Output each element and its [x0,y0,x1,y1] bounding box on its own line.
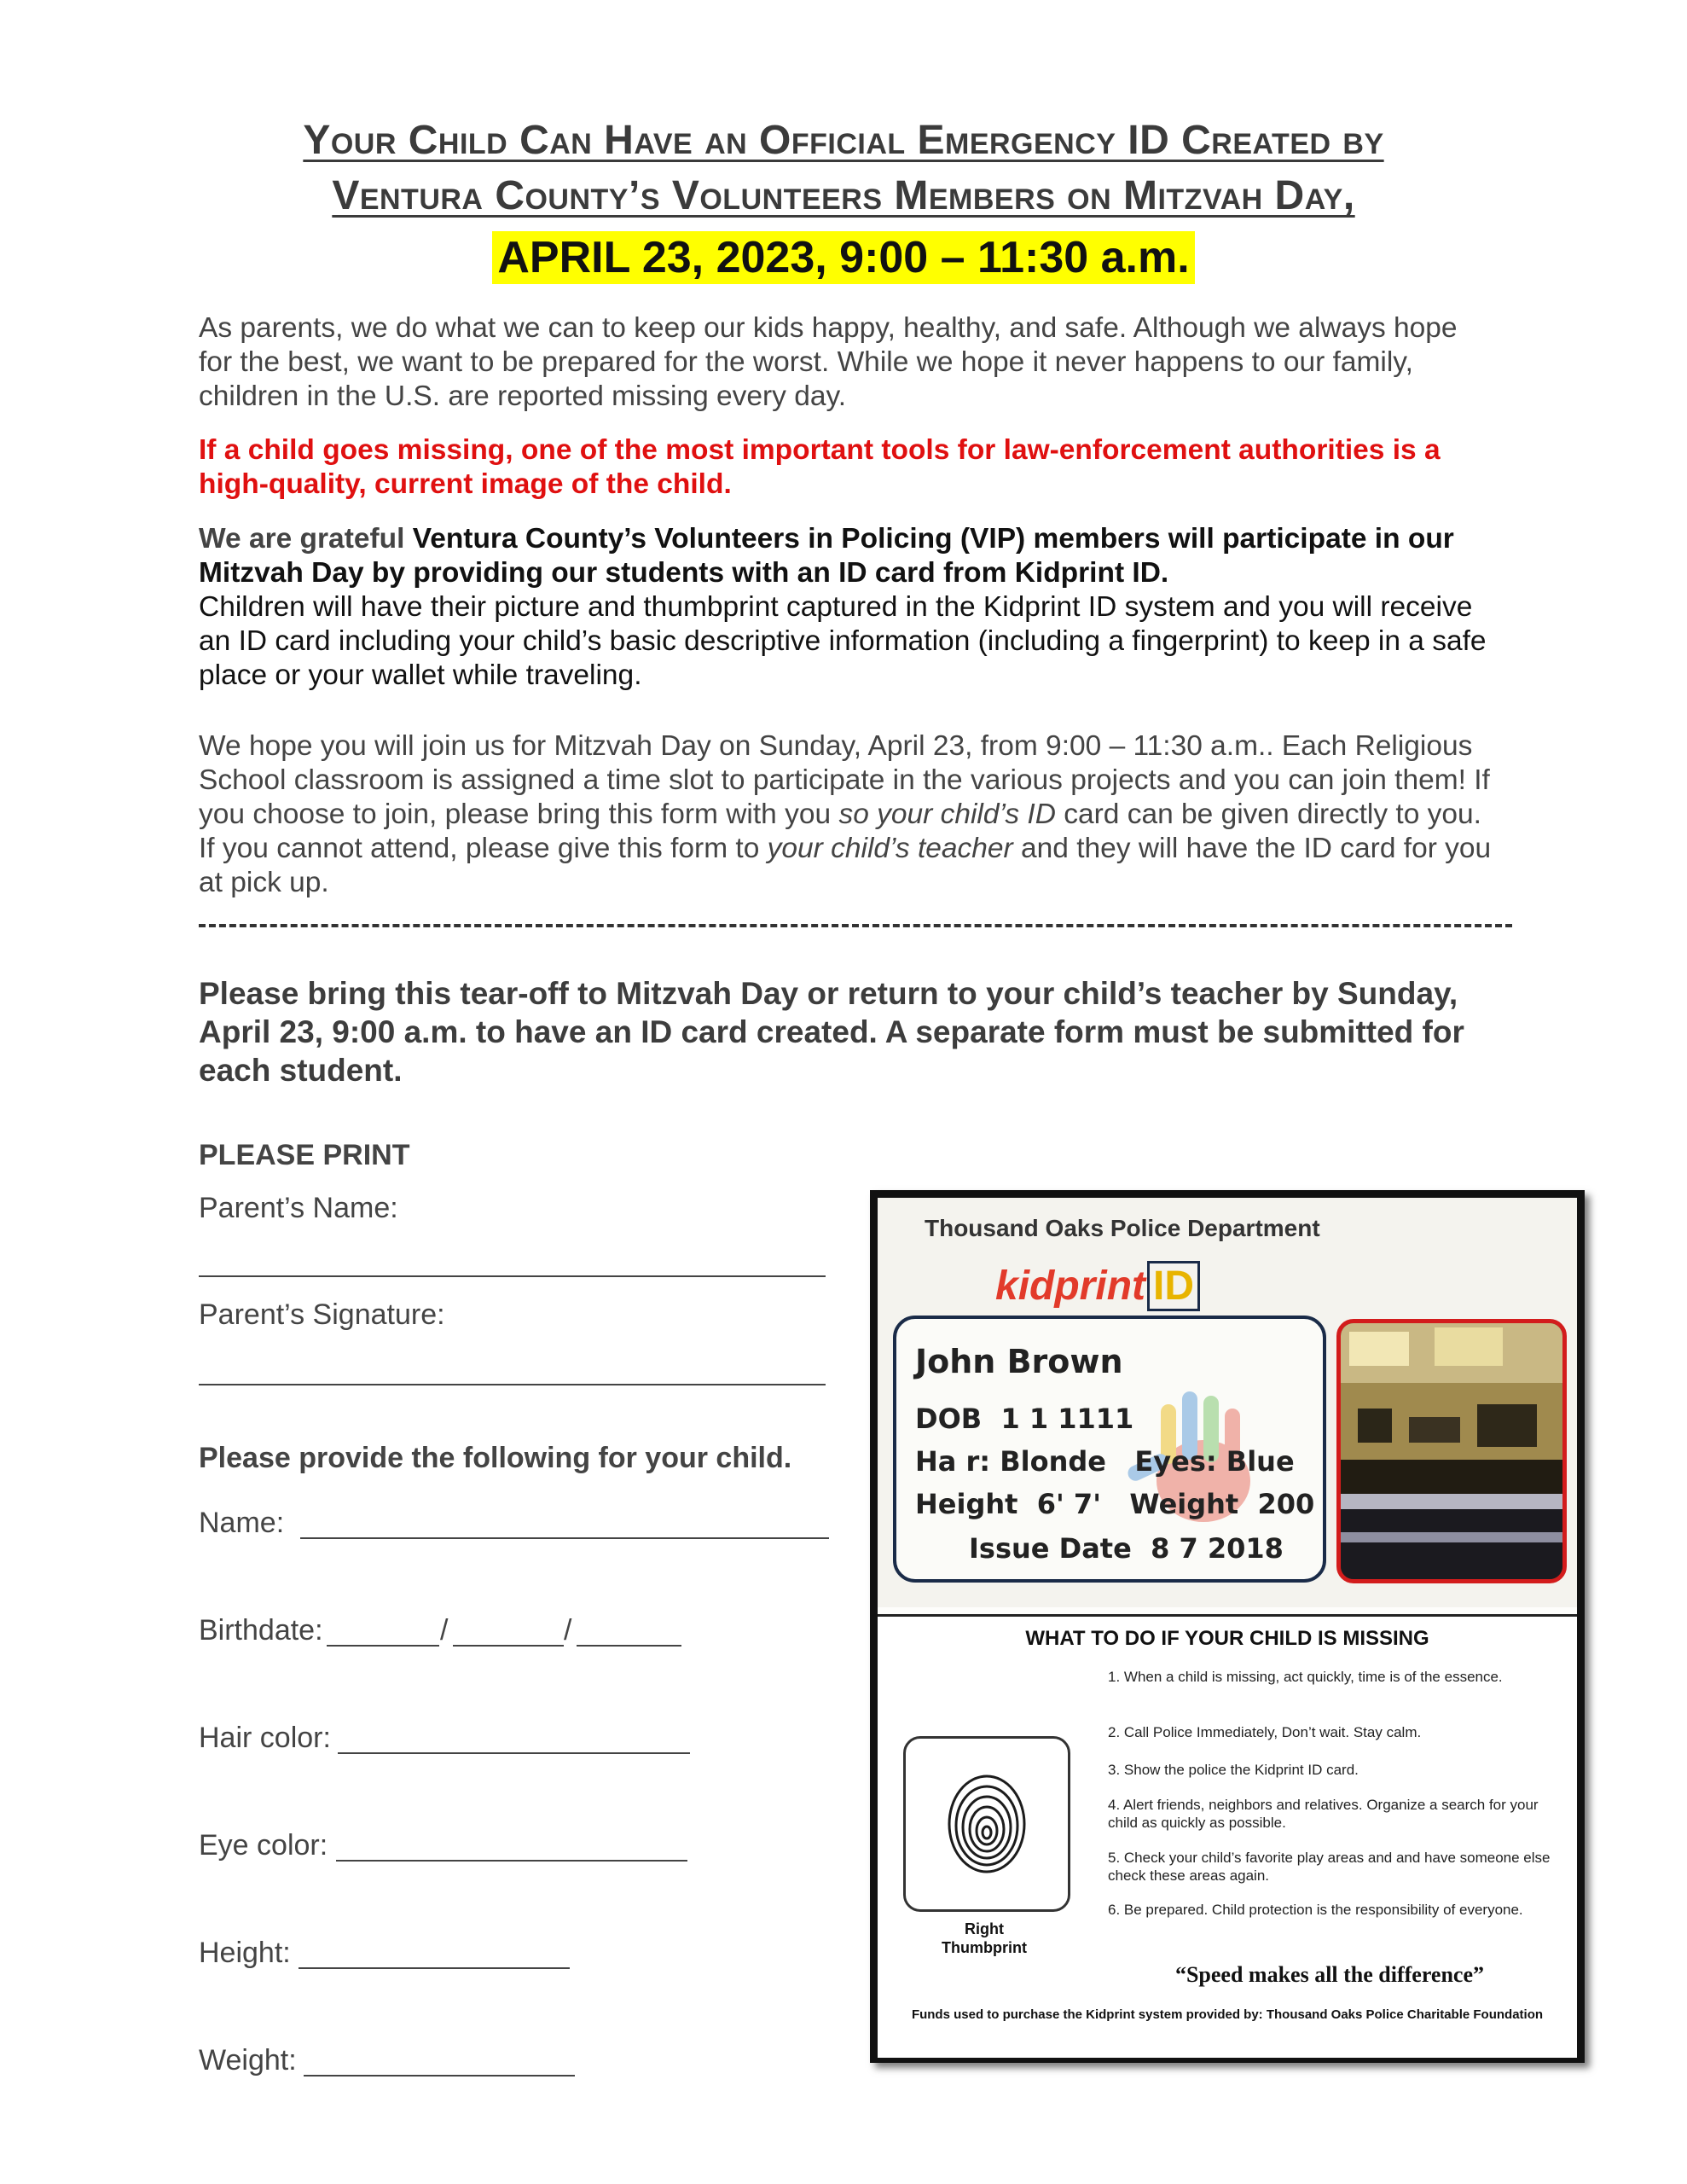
warning-paragraph: If a child goes missing, one of the most important tools for law-enforcement authorities is a high-quality, current image of the child. [199,434,1441,500]
hair-color-label: Hair color: [199,1722,331,1754]
eye-color-field[interactable] [336,1860,687,1862]
eye-color-label: Eye color: [199,1829,328,1862]
birthdate-day-field[interactable] [453,1645,564,1647]
grateful-lead: We are grateful [199,523,405,555]
thumbprint-caption [912,1920,1057,1957]
child-photo [1336,1319,1567,1583]
weight-label-card: Weight [1129,1488,1239,1520]
dob-value: 1 1 1111 [1000,1403,1134,1435]
child-name-label: Name: [199,1507,285,1539]
tearoff-instructions: Please bring this tear-off to Mitzvah Day or return to your child’s teacher by Sunday, April 23, 9:00 a.m. to have an ID card created. A separate form must be submitted for each student. [199,976,1464,1088]
issue-value: 8 7 2018 [1151,1532,1284,1565]
child-info-heading: Please provide the following for your child. [199,1442,792,1474]
intro-paragraph: As parents, we do what we can to keep our kids happy, healthy, and safe. Although we always hope for the best, we want to be prepared for the worst. While we hope it never happens to our family, children in the U.S. are reported missing every day. [199,312,1458,412]
parent-signature-label: Parent’s Signature: [199,1298,445,1331]
missing-step: 4. Alert friends, neighbors and relatives. Organize a search for your child as quickly as possible. [1108,1797,1539,1831]
join-italic-1: so your child’s ID [838,799,1056,830]
dob-label: DOB [915,1403,983,1435]
grateful-body: Children will have their picture and thumbprint captured in the Kidprint ID system and you will receive an ID card including your child’s basic descriptive information (including a fingerprint) to keep in a safe place or your wallet while traveling. [199,591,1487,691]
birthdate-year-field[interactable] [577,1645,681,1647]
eyes-label: Eyes: [1134,1445,1217,1478]
event-date: APRIL 23, 2023, 9:00 – 11:30 a.m. [0,232,1687,283]
kidprint-sample-card [870,1190,1585,2063]
join-part-3: and they will have the ID card for you at pick up. [199,833,1492,898]
thumbprint-caption-line-2: Thumbprint [942,1939,1027,1956]
logo-id-text: ID [1147,1261,1200,1311]
thumbprint-box [903,1736,1070,1912]
weight-label: Weight: [199,2044,297,2077]
issue-date-row [969,1532,1284,1565]
id-info-box [893,1316,1326,1583]
missing-step: 6. Be prepared. Child protection is the responsibility of everyone. [1108,1902,1523,1918]
height-field[interactable] [299,1967,570,1969]
please-print-label: PLEASE PRINT [199,1139,410,1171]
page-title-line-2: Ventura County’s Volunteers Members on Mitzvah Day, [332,173,1355,218]
weight-value: 200 [1257,1488,1315,1520]
card-front [878,1198,1577,1607]
grateful-paragraph [199,522,1495,693]
page-title-line-1: Your Child Can Have an Official Emergency ID Created by [303,118,1384,163]
tear-line [199,924,1512,931]
thumbprint-icon [906,1739,1068,1909]
parent-name-field[interactable] [199,1275,826,1277]
child-name: John Brown [915,1343,1123,1380]
join-part-2: card can be given directly to you. If you cannot attend, please give this form to [199,799,1481,864]
join-part-1: We hope you will join us for Mitzvah Day on Sunday, April 23, from 9:00 – 11:30 a.m.. Each Religious School classroom is assigned a time slot to participate in the various projects and you can join them! If you choose to join, please bring this form with you [199,730,1490,830]
join-paragraph [199,729,1495,900]
birthdate-label: Birthdate: [199,1614,323,1647]
height-value: 6' 7' [1036,1488,1101,1520]
issue-label: Issue Date [969,1532,1132,1565]
card-back [878,1614,1577,2058]
parent-name-label: Parent’s Name: [199,1192,398,1224]
logo-kidprint-text: kidprint [995,1263,1145,1309]
grateful-bold: Ventura County’s Volunteers in Policing (VIP) members will participate in our Mitzvah Day by providing our students with an ID card from Kidprint ID. [199,523,1454,589]
height-label-card: Height [915,1488,1018,1520]
birthdate-month-field[interactable] [327,1645,439,1647]
card-department: Thousand Oaks Police Department [925,1215,1320,1241]
birthdate-separator-2: / [564,1614,572,1647]
birthdate-separator-1: / [440,1614,449,1647]
missing-step: 3. Show the police the Kidprint ID card. [1108,1762,1359,1778]
funding-note: Funds used to purchase the Kidprint system provided by: Thousand Oaks Police Charitable Foundation [911,2007,1544,2022]
height-weight-row [915,1488,1314,1520]
speed-slogan: “Speed makes all the difference” [1174,1962,1485,1987]
join-italic-2: your child’s teacher [767,833,1013,864]
hair-value: Blonde [1000,1445,1106,1478]
missing-step: 5. Check your child’s favorite play areas and and have someone else check these areas again. [1108,1850,1551,1884]
hair-label: Ha r: [915,1445,991,1478]
child-name-field[interactable] [300,1537,829,1539]
dob-row [915,1403,1133,1435]
hair-color-field[interactable] [338,1752,690,1754]
hair-eyes-row [915,1445,1295,1478]
missing-step: 1. When a child is missing, act quickly, time is of the essence. [1108,1669,1503,1685]
weight-field[interactable] [304,2075,575,2077]
kidprint-logo [995,1263,1200,1310]
missing-step: 2. Call Police Immediately, Don’t wait. Stay calm. [1108,1724,1422,1740]
missing-title: WHAT TO DO IF YOUR CHILD IS MISSING [1025,1627,1429,1650]
eyes-value: Blue [1226,1445,1295,1478]
photo-image [1341,1323,1562,1579]
thumbprint-caption-line-1: Right [965,1920,1004,1937]
height-label: Height: [199,1937,291,1969]
parent-signature-field[interactable] [199,1384,826,1385]
